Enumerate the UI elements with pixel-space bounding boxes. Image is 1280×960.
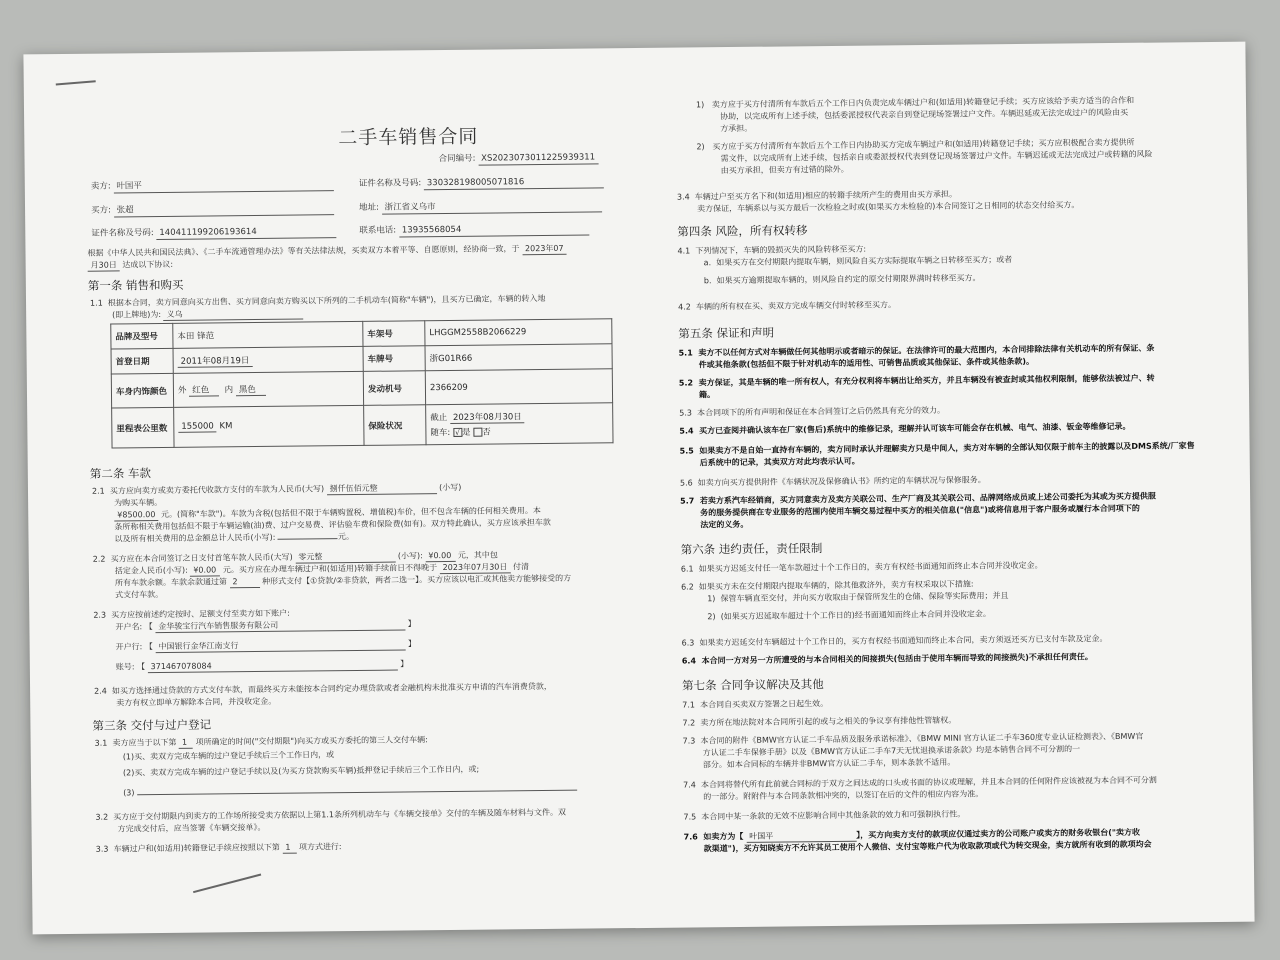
clause-3-4: 3.4 车辆过户至买方名下和(如适用)相应的转籍手续所产生的费用由买方承担。 (676, 189, 958, 202)
clause-4-1: 4.1 下列情况下，车辆的毁损灭失的风险转移至买方: (677, 244, 867, 256)
table-cell: 外 红色 内 黑色 (173, 371, 363, 407)
clause-5-5: 5.5 如果卖方不是自始一直持有车辆的，卖方同时承认并理解卖方只是中间人，卖方对车辆的全部认知仅限于前车主的披露以及DMS系统/厂家售 (679, 441, 1195, 456)
table-row (111, 369, 612, 408)
table-cell: 155000 KM (174, 405, 364, 447)
clause-2-1: 以及所有相关费用的总金额总计人民币(小写): 元。 (114, 531, 355, 544)
clause-3-1: 3.1 卖方应当于以下第 1 项所确定的时间("交付期限")向买方或买方委托的第三人交付车辆: (94, 735, 428, 748)
clause-2-1: 为购买车辆。 (114, 497, 163, 508)
clause-5-7: 5.7 若卖方系汽车经销商，买方同意卖方及卖方关联公司、生产厂商及其关联公司、品牌网络成员或上述公司委托为其或为买方提供服 (680, 491, 1156, 506)
clause-7-5: 7.5 本合同中某一条款的无效不应影响合同中其他条款的效力和可强制执行性。 (683, 809, 966, 822)
clause-5-1: 件或其他条款(包括但不限于针对机动车的适用性、可销售品质或其他保证、条件或其他条款)。 (698, 356, 1035, 370)
clause-7-4: 7.4 本合同将替代所有此前就合同标的于双方之间达成的口头或书面的协议或理解，并且本合同的任何附件应该被视为本合同不可分割 (683, 775, 1157, 790)
clause-3-3-2: 2) 买方应于买方付清所有车款后五个工作日内协助买方完成车辆过户和(如适用)转籍登记手续；买方应积极配合卖方提供所 (696, 137, 1135, 152)
clause-3-4: 卖方保证，车辆系以与买方最后一次检验之时或(如果买方未检验的)本合同签订之日相同的状态交付给买方。 (697, 200, 1080, 214)
section-7-title: 第七条 合同争议解决及其他 (681, 677, 824, 693)
clause-2-1: 2.1 买方应向卖方或卖方委托代收款方支付的车款为人民币(大写) 捌仟伍佰元整 (小写) (91, 482, 462, 496)
table-cell: 保险状况 (364, 405, 426, 446)
clause-3-3-1: 1) 卖方应于买方付清所有车款后五个工作日内负责完成车辆过户和(如适用)转籍登记手续；买方应该给予卖方适当的合作和 (695, 95, 1135, 110)
table-cell: 车牌号 (363, 346, 425, 372)
payee-line: 开户名: 【 金华骏宝行汽车销售服务有限公司 】 (115, 619, 416, 632)
clause-6-2: 6.2 如果买方未在交付期限内提取车辆的，除其他救济外，卖方有权采取以下措施: (680, 579, 974, 592)
intro-text: 月30日 达成以下协议: (88, 259, 174, 272)
clause-2-4: 卖方有权立即单方解除本合同，并没收定金。 (116, 696, 277, 708)
table-cell: 发动机号 (363, 371, 425, 406)
clause-2-2: 式支付车款。 (115, 589, 164, 600)
clause-7-3: 部分。如本合同标的车辆并非BMW官方认证二手车，则本条款不适用。 (702, 757, 956, 770)
seller-line: 卖方: 叶国平 (91, 179, 334, 194)
clause-2-2: 括定金人民币(小写): ¥0.00 元。买方应在办理车辆过户和(如适用)转籍手续前日不得晚于 2023年07月30日 付清 (114, 562, 529, 576)
clause-6-1: 6.1 如果买方迟延支付任一笔车款超过十个工作日的，卖方有权经书面通知而终止本合同并没收定金。 (680, 560, 1043, 574)
clause-7-3: 7.3 本合同的附件《BMW官方认证二手车品质及服务承诺标准》、《BMW MINI 官方认证二手车360度专业认证检测表》、《BMW官 (682, 731, 1144, 746)
table-cell: 2011年08月19日 (173, 346, 363, 373)
clause-7-3: 方认证二手车保修手册》以及《BMW官方认证二手车7天无忧退换承诺条款》均是本销售合同不可分割的一 (702, 744, 1081, 758)
clause-2-4: 2.4 如买方选择通过贷款的方式支付车款，而最终买方未能按本合同约定办理贷款或者金融机构未批准买方申请的汽车消费贷款， (94, 681, 552, 696)
clause-5-3: 5.3 本合同项下的所有声明和保证在本合同签订之后仍然具有充分的效力。 (679, 405, 946, 418)
pen-mark (56, 80, 96, 85)
clause-7-4: 的一部分。附附件与本合同条款相冲突的，以签订在后的文件的相应内容为准。 (703, 789, 984, 802)
right-column (671, 42, 1201, 854)
clause-7-6: 7.6 如卖方为【 叶国平 】，买方向卖方支付的款项应仅通过卖方的公司账户或卖方的财务收银台("卖方收 (683, 827, 1141, 842)
pen-mark (193, 874, 261, 894)
section-5-title: 第五条 保证和声明 (678, 325, 775, 341)
clause-3-1-option: (3) (123, 783, 577, 799)
section-3-title: 第三条 交付与过户登记 (92, 717, 212, 733)
clause-2-1: 条所称相关费用包括但不限于车辆运输(油)费、过户交易费、评估验车费和保险费(如有)。双方特此确认，买方应该承担车款 (114, 517, 551, 532)
account-line: 账号: 【 371467078084 】 (115, 659, 409, 672)
address-line: 地址: 浙江省义乌市 (359, 200, 602, 215)
clause-5-5: 后系统中的记录，其卖双方对此均表示认可。 (699, 456, 860, 468)
clause-3-3-2: 需文件，以完成所有上述手续，包括亲自或委派授权代表到登记现场签署过户文件。车辆迟延或无法完成过户或转籍的风险 (720, 149, 1153, 164)
clause-5-2: 5.2 卖方保证，其是车辆的唯一所有权人，有充分权利将车辆出让给买方，并且车辆没有被查封或其他权利限制，能够依法被过户、转 (678, 373, 1155, 388)
no-checkbox (473, 428, 482, 437)
clause-5-1: 5.1 卖方不以任何方式对车辆做任何其他明示或者暗示的保证。在法律许可的最大范围内，本合同排除法律有关机动车的所有保证、条 (678, 343, 1155, 358)
table-cell: 浙G01R66 (425, 344, 612, 371)
clause-3-1-option: (1)买、卖双方完成车辆的过户登记手续后三个工作日内，或 (122, 750, 335, 762)
clause-3-3-1: 方承担。 (720, 123, 753, 134)
document-title: 二手车销售合同 (338, 125, 479, 150)
contract-paper (23, 42, 1254, 935)
table-cell: 首登日期 (111, 348, 173, 374)
clause-3-2: 3.2 买方应于交付期限内到卖方的工作场所接受卖方依据以上第1.1条所列机动车与《车辆交接单》交付的车辆及随车材料与文件。双 (95, 807, 566, 822)
yes-checkbox: √ (453, 428, 462, 437)
clause-3-3: 3.3 车辆过户和(如适用)转籍登记手续应按照以下第 1 项方式进行: (95, 842, 342, 854)
section-4-title: 第四条 风险，所有权转移 (677, 223, 808, 239)
bank-line: 开户行: 【 中国银行金华江南支行 】 (115, 639, 417, 652)
clause-4-2: 4.2 车辆的所有权在买、卖双方完成车辆交付时转移至买方。 (678, 300, 896, 312)
clause-7-6: 款渠道")，买方知晓卖方不允许其员工使用个人微信、支付宝等账户代为收取款项或代为转交现金，卖方就所有收到的款项均会 (703, 839, 1152, 854)
clause-5-4: 5.4 买方已查阅并确认该车在厂家(售后)系统中的维修记录，理解并认可该车可能会存在机械、电气、油漆、钣金等维修记录。 (679, 421, 1131, 436)
table-cell: 车架号 (363, 321, 425, 347)
buyer-line: 买方: 张超 (91, 203, 334, 218)
clause-2-1: ¥8500.00 元。(简称"车款")。车款为含税(包括但不限于车辆购置税、增值税)车价，但不包含车辆的任何相关费用。本 (114, 505, 541, 521)
table-cell: 2366209 (425, 369, 612, 405)
table-cell: 里程表公里数 (112, 407, 174, 448)
table-cell: 品牌及型号 (111, 323, 173, 349)
clause-3-3-1: 协助，以完成所有上述手续，包括委派授权代表亲自到登记现场签署过户文件。车辆迟延或无法完成过户的风险由买 (720, 107, 1129, 122)
left-column (75, 48, 623, 854)
contract-number: 合同编号: XS2023073011225939311 (438, 152, 598, 166)
clause-6-2-1: 1) 保管车辆直至交付，并向买方收取由于保管所发生的仓储、保险等实际费用；并且 (707, 591, 1009, 604)
clause-3-1-option: (2)买、卖双方完成车辆的过户登记手续以及(为买方贷款购买车辆)抵押登记手续后三个工作日内，或; (122, 764, 480, 778)
clause-7-1: 7.1 本合同自买卖双方签署之日起生效。 (682, 699, 829, 710)
section-2-title: 第二条 车款 (89, 466, 152, 481)
phone-line: 联系电话: 13935568054 (359, 224, 589, 238)
buyer-id-line: 证件名称及号码: 140411199206193614 (91, 226, 336, 241)
clause-2-2: 2.2 买方应在本合同签订之日支付首笔车款人民币(大写) 零元整 (小写): ¥0.00 元，其中包 (92, 550, 498, 564)
table-row (112, 403, 613, 448)
clause-7-2: 7.2 卖方所在地法院对本合同所引起的或与之相关的争议享有排他性管辖权。 (682, 715, 957, 728)
clause-5-7: 务的服务提供商在专业服务的范围内使用车辆交易过程中买方的相关信息("信息")或将信息用于客户服务或履行本合同项下的 (700, 503, 1140, 518)
section-1-title: 第一条 销售和购买 (87, 277, 184, 293)
vehicle-table (110, 318, 613, 448)
clause-5-6: 5.6 如卖方向买方提供附件《车辆状况及保修确认书》所约定的车辆状况与保修服务。 (679, 475, 986, 488)
clause-6-3: 6.3 如果卖方迟延交付车辆超过十个工作日的，买方有权经书面通知而终止本合同，卖方须返还买方已支付车款及定金。 (681, 634, 1108, 648)
clause-3-2: 方完成交付后，应当签署《车辆交接单》。 (117, 822, 266, 834)
table-cell: 本田 锋范 (173, 321, 363, 348)
clause-6-4: 6.4 本合同一方对另一方所遭受的与本合同相关的间接损失(包括由于使用车辆而导致的间接损失)不承担任何责任。 (681, 652, 1093, 666)
clause-3-3-2: 由买方承担，但卖方有过错的除外。 (720, 164, 849, 176)
clause-1-1: (即上牌地)为: 义乌 (112, 308, 304, 322)
clause-5-2: 籍。 (698, 390, 716, 400)
seller-id-line: 证件名称及号码: 330328198005071816 (359, 176, 604, 191)
clause-1-1: 1.1 根据本合同，卖方同意向买方出售、买方同意向卖方购买以下所列的二手机动车(简称"车辆")，且买方已确定，车辆的转入地 (89, 293, 546, 308)
table-cell: LHGGM2558B2066229 (425, 319, 612, 346)
table-cell: 截止 2023年08月30日 随车: √ 是 否 (426, 403, 613, 445)
clause-2-2: 所有车款余额。车款余款通过第 2 种形式支付【①贷款/②非贷款，两者二选一】。买方应该以电汇或其他卖方能够接受的方 (114, 573, 572, 588)
clause-6-2-2: 2) (如果买方迟延取车超过十个工作日的)经书面通知而终止本合同并没收定金。 (707, 609, 991, 622)
section-6-title: 第六条 违约责任，责任限制 (680, 541, 823, 557)
clause-2-3: 2.3 买方应按前述约定按时、足额支付至卖方如下账户: (93, 608, 290, 620)
clause-5-7: 法定的义务。 (700, 519, 749, 530)
intro-text: 根据《中华人民共和国民法典》、《二手车流通管理办法》等有关法律法规，买卖双方本着平等、自愿原则，经协商一致，于 2023年07 (87, 243, 566, 260)
clause-4-1-b: b. 如果买方逾期提取车辆的，则风险自约定的原交付期限界满时转移至买方。 (703, 273, 981, 286)
table-cell: 车身内饰颜色 (111, 373, 173, 408)
clause-4-1-a: a. 如果买方在交付期限内提取车辆，则风险自买方实际提取车辆之日转移至买方；或者 (703, 255, 1013, 268)
